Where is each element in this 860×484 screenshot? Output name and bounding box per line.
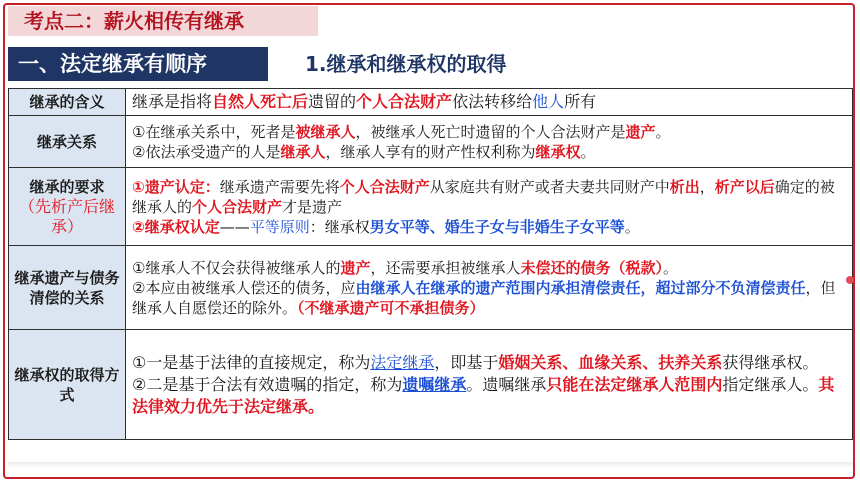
row-label: 继承遗产与债务清偿的关系 [9, 246, 126, 330]
text: 所有 [564, 92, 597, 111]
highlight-blue-underline: 遗嘱继承 [402, 374, 467, 394]
row-sublabel: （先析产后继承） [18, 196, 115, 236]
topic-title: 考点二：薪火相传有继承 [8, 6, 318, 36]
highlight-red: 个人合法财产 [356, 92, 453, 111]
text: ， [699, 177, 715, 196]
text: ②依法承受遗产的人是 [132, 142, 281, 161]
highlight-blue: 由继承人在继承的遗产范围内承担清偿责任，超过部分不负清偿责任 [355, 278, 806, 297]
row-content [126, 168, 853, 246]
text: 确定的被继承人的 [132, 177, 835, 216]
bottom-shadow [8, 462, 853, 468]
highlight-red: （不继承遗产可不承担债务） [297, 298, 485, 317]
table-row [9, 89, 853, 116]
text: 从家庭共有财产或者夫妻共同财产中 [429, 177, 670, 196]
highlight-red: 被继承人 [295, 122, 356, 141]
text: 遗留的 [308, 92, 357, 111]
row-label-text: 继承的要求 [29, 177, 105, 196]
text: 依法转移给 [452, 92, 533, 111]
text: 获得继承权。 [722, 352, 819, 372]
text: 。 [624, 217, 640, 236]
highlight-red: 析产以后 [714, 177, 775, 196]
highlight-red: 个人合法财产 [339, 177, 430, 196]
text: ，被继承人死亡时遗留的个人合法财产是 [355, 122, 626, 141]
text: ②二是基于合法有效遗嘱的指定，称为 [132, 374, 403, 394]
text: ，但继承人自愿偿还的除外。 [132, 278, 836, 317]
highlight-red: 遗产 [625, 122, 656, 141]
highlight-red: 其法律效力优先于法定继承。 [132, 374, 835, 416]
highlight-blue: 他人 [532, 92, 565, 111]
text: ，继承人享有的财产性权利称为 [325, 142, 536, 161]
table-row [9, 116, 853, 168]
text: 继承是指将 [132, 92, 213, 111]
highlight-red: 析出 [669, 177, 700, 196]
table-row [9, 168, 853, 246]
row-content [126, 246, 853, 330]
text: ①继承人不仅会获得被继承人的 [132, 258, 341, 277]
text: ②本应由被继承人偿还的债务，应 [132, 278, 356, 297]
highlight-red: 只能在法定继承人范围内 [546, 374, 723, 394]
highlight-red: 继承权 [535, 142, 581, 161]
text: ①一是基于法律的直接规定，称为 [132, 352, 371, 372]
text: ，还需要承担被继承人 [370, 258, 521, 277]
highlight-blue: 男女平等、婚生子女与非婚生子女平等 [369, 217, 625, 236]
text: 。遗嘱继承 [466, 374, 547, 394]
row-content [126, 330, 853, 440]
table-row [9, 330, 853, 440]
highlight-red: ②继承权认定 [132, 217, 220, 236]
text: ，即基于 [434, 352, 499, 372]
highlight-red: ①遗产认定： [132, 177, 220, 196]
text: 。 [580, 142, 596, 161]
section-title: 一、法定继承有顺序 [8, 47, 268, 81]
text: ：继承权 [309, 217, 370, 236]
subtitle: 1.继承和继承权的取得 [305, 52, 507, 76]
row-label: 继承权的取得方式 [9, 330, 126, 440]
row-label [9, 168, 126, 246]
row-content [126, 89, 853, 116]
text: 继承遗产需要先将 [219, 177, 340, 196]
highlight-red: 遗产 [340, 258, 371, 277]
highlight-blue: 平等原则 [249, 217, 310, 236]
text: ①在继承关系中，死者是 [132, 122, 296, 141]
text: 指定继承人。 [722, 374, 819, 394]
text: 。 [655, 122, 671, 141]
decorative-dot [846, 276, 854, 284]
text: 才是遗产 [282, 197, 343, 216]
text: —— [219, 217, 250, 236]
text: 。 [663, 258, 679, 277]
highlight-red: 婚姻关系、血缘关系、扶养关系 [498, 352, 723, 372]
highlight-red: 个人合法财产 [192, 197, 283, 216]
inheritance-table [8, 88, 853, 440]
row-content [126, 116, 853, 168]
highlight-red: 自然人死亡后 [212, 92, 309, 111]
table-row [9, 246, 853, 330]
highlight-red: 未偿还的债务（税款） [520, 258, 663, 277]
row-label: 继承的含义 [9, 89, 126, 116]
highlight-blue-underline: 法定继承 [370, 352, 435, 372]
row-label: 继承关系 [9, 116, 126, 168]
highlight-red: 继承人 [280, 142, 326, 161]
